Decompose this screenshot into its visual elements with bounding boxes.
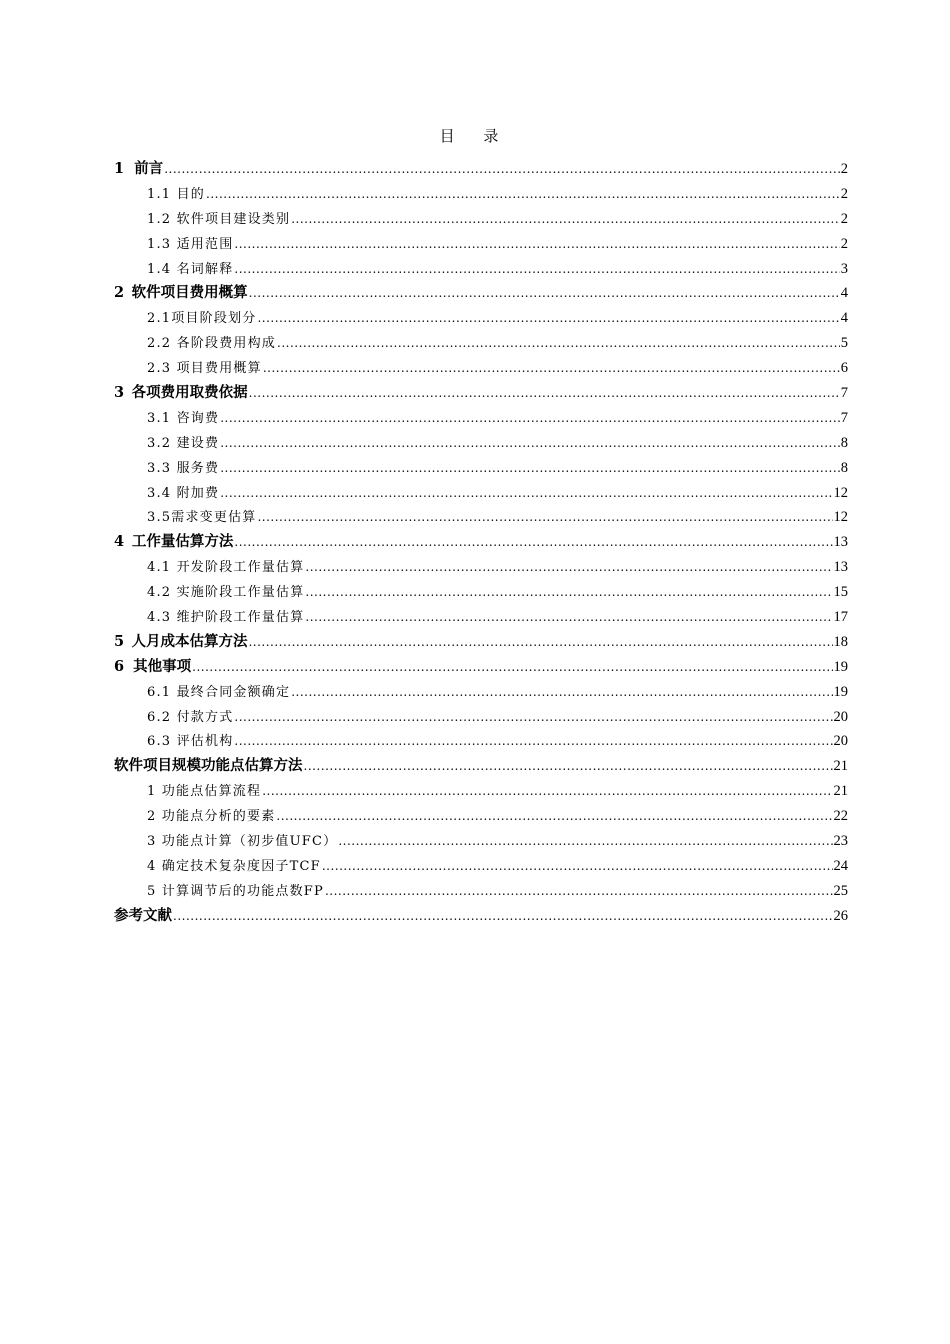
toc-subentry[interactable]	[114, 456, 848, 481]
dot-leader	[249, 281, 840, 306]
toc-page-number: 7	[840, 409, 848, 426]
dot-leader	[291, 680, 832, 705]
toc-entry-label: 5 计算调节后的功能点数FP	[147, 883, 324, 899]
toc-subentry[interactable]	[114, 182, 848, 207]
toc-entry-label: 参考文献	[114, 906, 172, 924]
toc-subentry[interactable]	[114, 779, 848, 804]
toc-page-number: 2	[840, 185, 848, 202]
toc-page-number: 13	[833, 559, 848, 576]
toc-entry-label: 其他事项	[133, 657, 192, 675]
toc-entry-label: 1.4 名词解释	[147, 261, 234, 277]
dot-leader	[234, 729, 832, 754]
dot-leader	[164, 157, 840, 182]
dot-leader	[263, 356, 840, 381]
toc-entry-label: 前言	[134, 160, 164, 177]
toc-page-number: 5	[840, 335, 848, 352]
toc-page-number: 6	[840, 360, 848, 377]
dot-leader	[234, 232, 839, 257]
toc-subentry[interactable]	[114, 481, 848, 506]
toc-page-number: 2	[840, 235, 848, 252]
toc-entry-number: 6	[114, 657, 125, 675]
toc-entry-label: 4.2 实施阶段工作量估算	[147, 585, 305, 601]
dot-leader	[192, 655, 832, 680]
toc-subentry[interactable]	[114, 257, 848, 282]
toc-entry[interactable]	[114, 530, 848, 555]
table-of-contents	[114, 157, 848, 929]
toc-entry-number: 3	[114, 384, 125, 402]
toc-entry-label: 3 功能点计算（初步值UFC）	[147, 834, 338, 850]
dot-leader	[220, 406, 840, 431]
dot-leader	[234, 530, 832, 555]
dot-leader	[257, 306, 839, 331]
dot-leader	[322, 854, 833, 879]
toc-entry-label: 6.1 最终合同金额确定	[147, 684, 291, 700]
dot-leader	[338, 829, 832, 854]
toc-entry-label: 4.1 开发阶段工作量估算	[147, 560, 305, 576]
dot-leader	[325, 879, 833, 904]
toc-entry-label: 1 功能点估算流程	[147, 784, 262, 800]
toc-page-number: 12	[833, 484, 848, 501]
toc-entry-label: 1.3 适用范围	[147, 236, 234, 252]
toc-subentry[interactable]	[114, 804, 848, 829]
toc-page-number: 2	[840, 210, 848, 227]
toc-subentry[interactable]	[114, 879, 848, 904]
toc-entry-label: 6.2 付款方式	[147, 709, 234, 725]
toc-page-number: 8	[840, 434, 848, 451]
toc-subentry[interactable]	[114, 406, 848, 431]
dot-leader	[276, 804, 832, 829]
dot-leader	[173, 904, 833, 929]
toc-subentry[interactable]	[114, 207, 848, 232]
toc-entry-label: 软件项目规模功能点估算方法	[114, 757, 303, 775]
toc-entry-label: 3.5需求变更估算	[147, 510, 257, 526]
toc-page-number: 21	[833, 758, 848, 775]
toc-title: 目 录	[439, 127, 511, 145]
toc-subentry[interactable]	[114, 431, 848, 456]
toc-page-number: 4	[840, 310, 848, 327]
toc-subentry[interactable]	[114, 829, 848, 854]
toc-entry-label: 2.1项目阶段划分	[147, 311, 257, 327]
toc-entry[interactable]	[114, 754, 848, 779]
dot-leader	[257, 505, 832, 530]
toc-subentry[interactable]	[114, 729, 848, 754]
toc-entry[interactable]	[114, 157, 848, 182]
dot-leader	[220, 481, 832, 506]
toc-entry-label: 3.4 附加费	[147, 485, 220, 501]
toc-entry-number: 4	[114, 533, 125, 551]
dot-leader	[220, 456, 840, 481]
toc-entry-label: 6.3 评估机构	[147, 734, 234, 750]
dot-leader	[206, 182, 840, 207]
toc-entry-label: 2.2 各阶段费用构成	[147, 336, 277, 352]
toc-page-number: 20	[833, 708, 848, 725]
toc-entry-number: 5	[114, 632, 125, 650]
toc-subentry[interactable]	[114, 356, 848, 381]
toc-subentry[interactable]	[114, 331, 848, 356]
toc-page-number: 19	[833, 683, 848, 700]
toc-entry-label: 软件项目费用概算	[131, 284, 248, 302]
toc-subentry[interactable]	[114, 854, 848, 879]
toc-entry-label: 1.1 目的	[147, 186, 206, 202]
toc-page-number: 12	[833, 509, 848, 526]
toc-entry-label: 4 确定技术复杂度因子TCF	[147, 858, 321, 874]
toc-entry[interactable]	[114, 904, 848, 929]
dot-leader	[277, 331, 840, 356]
toc-page-number: 23	[833, 833, 848, 850]
toc-subentry[interactable]	[114, 306, 848, 331]
toc-page-number: 19	[833, 658, 848, 675]
toc-entry[interactable]	[114, 630, 848, 655]
toc-entry-label: 3.1 咨询费	[147, 410, 220, 426]
toc-subentry[interactable]	[114, 232, 848, 257]
toc-entry-label: 1.2 软件项目建设类别	[147, 211, 291, 227]
dot-leader	[304, 754, 833, 779]
toc-entry-label: 4.3 维护阶段工作量估算	[147, 610, 305, 626]
toc-page-number: 25	[833, 882, 848, 899]
dot-leader	[234, 257, 839, 282]
toc-entry[interactable]	[114, 381, 848, 406]
dot-leader	[305, 555, 832, 580]
dot-leader	[291, 207, 840, 232]
toc-page-number: 22	[833, 808, 848, 825]
toc-entry[interactable]	[114, 281, 848, 306]
toc-page-number: 2	[840, 161, 848, 177]
toc-page-number: 3	[840, 260, 848, 277]
dot-leader	[262, 779, 832, 804]
dot-leader	[234, 705, 832, 730]
toc-page-number: 18	[833, 633, 848, 650]
dot-leader	[305, 605, 832, 630]
toc-page-number: 20	[833, 733, 848, 750]
toc-entry-label: 各项费用取费依据	[131, 384, 248, 402]
toc-page-number: 13	[833, 534, 848, 551]
dot-leader	[220, 431, 840, 456]
dot-leader	[248, 630, 832, 655]
toc-subentry[interactable]	[114, 680, 848, 705]
toc-entry-label: 工作量估算方法	[131, 533, 234, 551]
toc-subentry[interactable]	[114, 705, 848, 730]
toc-subentry[interactable]	[114, 505, 848, 530]
dot-leader	[249, 381, 840, 406]
toc-entry-label: 人月成本估算方法	[131, 632, 248, 650]
toc-page-number: 24	[833, 857, 848, 874]
toc-subentry[interactable]	[114, 605, 848, 630]
toc-page-number: 7	[840, 385, 848, 402]
toc-entry-label: 2.3 项目费用概算	[147, 361, 262, 377]
toc-entry-label: 2 功能点分析的要素	[147, 809, 276, 825]
toc-page-number: 17	[833, 609, 848, 626]
toc-page-number: 8	[840, 459, 848, 476]
toc-entry-number: 2	[114, 284, 125, 302]
toc-page-number: 21	[833, 783, 848, 800]
toc-subentry[interactable]	[114, 580, 848, 605]
toc-entry-number: 1	[114, 160, 125, 177]
toc-subentry[interactable]	[114, 555, 848, 580]
toc-page-number: 4	[840, 285, 848, 302]
dot-leader	[305, 580, 832, 605]
toc-page-number: 15	[833, 584, 848, 601]
toc-page-number: 26	[833, 907, 848, 924]
toc-entry[interactable]	[114, 655, 848, 680]
toc-entry-label: 3.2 建设费	[147, 435, 220, 451]
toc-entry-label: 3.3 服务费	[147, 460, 220, 476]
